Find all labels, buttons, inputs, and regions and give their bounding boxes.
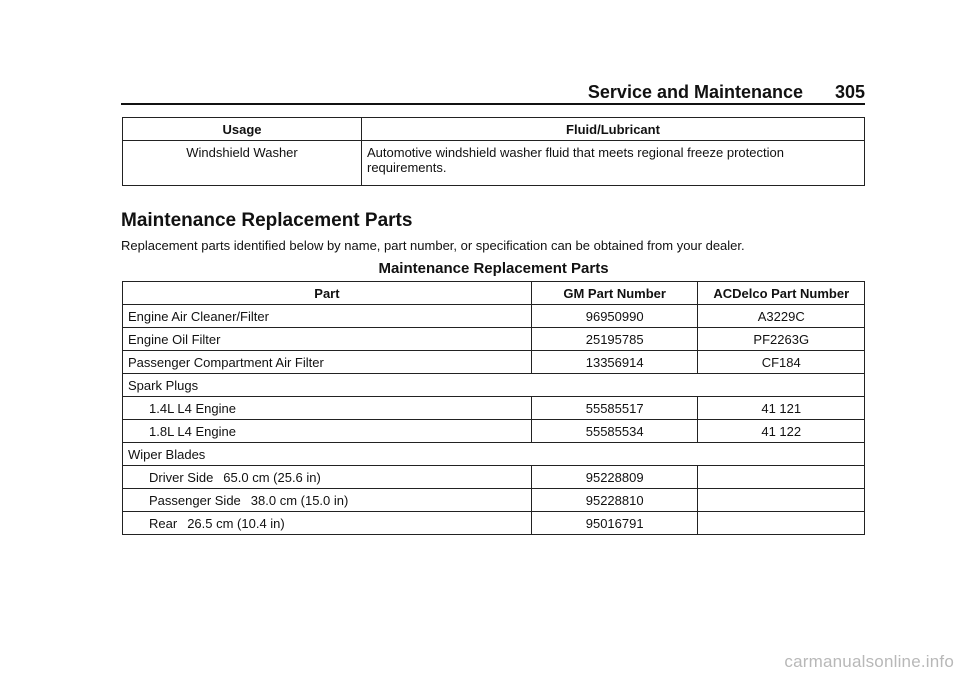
column-header-part: Part bbox=[123, 282, 532, 305]
part-size: 65.0 cm (25.6 in) bbox=[223, 469, 321, 485]
gm-part-number-cell: 95016791 bbox=[531, 512, 698, 535]
column-header-gm: GM Part Number bbox=[531, 282, 698, 305]
gm-part-number-cell: 13356914 bbox=[531, 351, 698, 374]
table-row bbox=[123, 466, 865, 489]
part-size: 38.0 cm (15.0 in) bbox=[250, 492, 349, 508]
acdelco-part-number-cell: CF184 bbox=[698, 351, 865, 374]
part-cell bbox=[123, 489, 532, 512]
table-row bbox=[123, 141, 865, 186]
part-name: Rear bbox=[149, 515, 178, 531]
table-group-row bbox=[123, 443, 865, 466]
table-row bbox=[123, 397, 865, 420]
header-section-title: Service and Maintenance bbox=[587, 82, 803, 102]
acdelco-part-number-cell bbox=[698, 512, 865, 535]
column-header-usage: Usage bbox=[123, 118, 362, 141]
part-cell bbox=[123, 466, 532, 489]
acdelco-part-number-cell bbox=[698, 466, 865, 489]
gm-part-number-cell: 95228809 bbox=[531, 466, 698, 489]
fluid-text-line: Automotive windshield washer fluid that meets regional freeze protection bbox=[367, 145, 784, 160]
acdelco-part-number-cell: A3229C bbox=[698, 305, 865, 328]
table-caption: Maintenance Replacement Parts bbox=[378, 260, 609, 277]
part-name: Driver Side bbox=[149, 469, 214, 485]
table-header-row bbox=[123, 118, 865, 141]
gm-part-number-cell: 25195785 bbox=[531, 328, 698, 351]
acdelco-part-number-cell: 41 121 bbox=[698, 397, 865, 420]
column-header-fluid: Fluid/Lubricant bbox=[362, 118, 865, 141]
table-group-row bbox=[123, 374, 865, 397]
usage-cell: Windshield Washer bbox=[123, 141, 362, 186]
gm-part-number-cell: 55585534 bbox=[531, 420, 698, 443]
part-cell: Passenger Compartment Air Filter bbox=[123, 351, 532, 374]
part-cell: 1.8L L4 Engine bbox=[123, 420, 532, 443]
part-name: Passenger Side bbox=[149, 492, 241, 508]
page-header bbox=[121, 80, 865, 105]
section-intro: Replacement parts identified below by name, part number, or specification can be obtained from your dealer. bbox=[121, 238, 745, 253]
table-row bbox=[123, 489, 865, 512]
part-cell: 1.4L L4 Engine bbox=[123, 397, 532, 420]
gm-part-number-cell: 95228810 bbox=[531, 489, 698, 512]
replacement-parts-table bbox=[122, 281, 865, 535]
fluid-text-line: requirements. bbox=[367, 160, 447, 175]
table-row bbox=[123, 512, 865, 535]
fluid-lubricant-table bbox=[122, 117, 865, 186]
part-cell: Engine Oil Filter bbox=[123, 328, 532, 351]
watermark: carmanualsonline.info bbox=[784, 652, 954, 671]
part-size: 26.5 cm (10.4 in) bbox=[187, 515, 285, 531]
table-row bbox=[123, 328, 865, 351]
page-number: 305 bbox=[834, 82, 865, 102]
gm-part-number-cell: 55585517 bbox=[531, 397, 698, 420]
acdelco-part-number-cell: PF2263G bbox=[698, 328, 865, 351]
section-title: Maintenance Replacement Parts bbox=[121, 210, 413, 231]
table-row bbox=[123, 305, 865, 328]
gm-part-number-cell: 96950990 bbox=[531, 305, 698, 328]
group-label-spark-plugs: Spark Plugs bbox=[123, 374, 865, 397]
table-row bbox=[123, 351, 865, 374]
table-row bbox=[123, 420, 865, 443]
part-cell: Engine Air Cleaner/Filter bbox=[123, 305, 532, 328]
acdelco-part-number-cell: 41 122 bbox=[698, 420, 865, 443]
fluid-cell bbox=[362, 141, 865, 186]
acdelco-part-number-cell bbox=[698, 489, 865, 512]
part-cell bbox=[123, 512, 532, 535]
table-header-row bbox=[123, 282, 865, 305]
column-header-acdelco: ACDelco Part Number bbox=[698, 282, 865, 305]
group-label-wiper-blades: Wiper Blades bbox=[123, 443, 865, 466]
